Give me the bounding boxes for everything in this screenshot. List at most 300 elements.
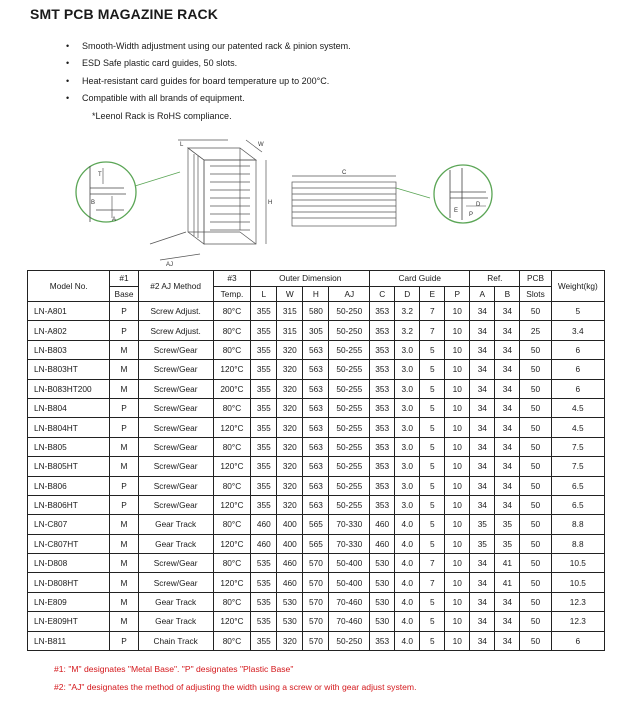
table-row [28,554,605,573]
table-cell: 460 [277,573,303,592]
table-cell: 70-460 [329,592,370,611]
label-l: L [180,142,184,148]
table-cell: 3.0 [395,437,420,456]
table-cell: 34 [495,612,520,631]
table-cell: 6 [551,379,604,398]
table-cell: 7.5 [551,457,604,476]
table-cell: 353 [370,457,395,476]
table-cell: 3.0 [395,340,420,359]
table-cell: 353 [370,321,395,340]
model-cell: LN-A802 [28,321,110,340]
table-cell: 34 [470,457,495,476]
table-cell: Chain Track [138,631,213,650]
table-cell: 50-255 [329,457,370,476]
table-cell: Screw/Gear [138,360,213,379]
table-cell: 355 [251,321,277,340]
rack-isometric-diagram [150,140,272,268]
label-d: D [476,202,481,208]
table-cell: 10 [445,379,470,398]
table-cell: 6.5 [551,476,604,495]
table-cell: 10.5 [551,573,604,592]
table-cell: 460 [370,534,395,553]
table-cell: 320 [277,360,303,379]
table-cell: 50-250 [329,302,370,321]
table-cell: 460 [251,534,277,553]
table-cell: 50-250 [329,631,370,650]
table-cell: 7 [420,554,445,573]
table-cell: 6.5 [551,495,604,514]
table-cell: 120°C [213,360,251,379]
table-cell: 34 [470,612,495,631]
table-cell: 12.3 [551,612,604,631]
table-cell: M [110,554,138,573]
table-cell: 5 [551,302,604,321]
table-cell: 41 [495,573,520,592]
table-cell: 4.0 [395,592,420,611]
table-cell: Screw/Gear [138,437,213,456]
table-cell: 355 [251,340,277,359]
col-card-guide: Card Guide [370,271,470,287]
table-cell: 34 [470,398,495,417]
table-cell: 4.0 [395,573,420,592]
table-cell: 4.0 [395,554,420,573]
table-cell: M [110,612,138,631]
label-c: C [342,170,347,176]
table-cell: 5 [420,534,445,553]
table-cell: 5 [420,495,445,514]
table-row [28,495,605,514]
table-cell: 355 [251,457,277,476]
table-cell: 353 [370,379,395,398]
col-a: A [470,286,495,302]
col-model: Model No. [28,271,110,302]
table-cell: 50 [520,495,551,514]
table-cell: 7 [420,302,445,321]
table-cell: 34 [495,379,520,398]
col-c: C [370,286,395,302]
table-cell: Screw/Gear [138,457,213,476]
table-cell: 50 [520,437,551,456]
col-aj-method: #2 AJ Method [138,271,213,302]
table-cell: 3.2 [395,321,420,340]
table-cell: 50-255 [329,437,370,456]
table-cell: 4.0 [395,631,420,650]
table-cell: 10 [445,340,470,359]
table-cell: 12.3 [551,592,604,611]
col-weight: Weight(kg) [551,271,604,302]
table-cell: 50 [520,515,551,534]
table-cell: 50 [520,573,551,592]
table-cell: 3.2 [395,302,420,321]
table-cell: Screw/Gear [138,495,213,514]
table-cell: 10 [445,573,470,592]
col-p: P [445,286,470,302]
table-cell: 35 [470,515,495,534]
table-cell: 50 [520,554,551,573]
table-cell: 6 [551,340,604,359]
table-cell: 570 [303,592,329,611]
table-row [28,573,605,592]
table-row [28,515,605,534]
table-cell: 353 [370,418,395,437]
model-cell: LN-B804HT [28,418,110,437]
table-cell: 353 [370,340,395,359]
header-row [28,286,605,302]
model-cell: LN-B803 [28,340,110,359]
table-cell: 563 [303,476,329,495]
table-cell: 570 [303,573,329,592]
table-row [28,631,605,650]
table-cell: 50 [520,612,551,631]
table-cell: Gear Track [138,592,213,611]
table-cell: 565 [303,515,329,534]
table-cell: 50 [520,379,551,398]
table-cell: 50-255 [329,495,370,514]
table-cell: 535 [251,592,277,611]
table-cell: 530 [277,592,303,611]
table-cell: Screw/Gear [138,340,213,359]
table-cell: 34 [470,437,495,456]
table-cell: 10 [445,360,470,379]
table-cell: 353 [370,302,395,321]
table-row [28,360,605,379]
table-cell: 50-255 [329,476,370,495]
table-cell: 320 [277,418,303,437]
table-cell: 10 [445,437,470,456]
table-cell: 50-255 [329,379,370,398]
table-cell: 353 [370,495,395,514]
table-cell: 563 [303,457,329,476]
col-base: Base [110,286,138,302]
table-cell: 7 [420,321,445,340]
table-cell: 35 [495,515,520,534]
table-cell: 7.5 [551,437,604,456]
table-cell: 120°C [213,573,251,592]
model-cell: LN-B806HT [28,495,110,514]
table-cell: 320 [277,398,303,417]
table-cell: 3.0 [395,457,420,476]
table-cell: 34 [470,418,495,437]
table-cell: 50-255 [329,398,370,417]
table-cell: 50 [520,631,551,650]
table-cell: 10 [445,515,470,534]
table-cell: 50 [520,418,551,437]
table-cell: 530 [370,592,395,611]
table-cell: 563 [303,495,329,514]
table-cell: 10.5 [551,554,604,573]
table-cell: Screw/Gear [138,418,213,437]
table-cell: 5 [420,631,445,650]
table-cell: 530 [370,573,395,592]
table-cell: Screw/Gear [138,573,213,592]
table-cell: P [110,476,138,495]
table-cell: 50-400 [329,573,370,592]
table-cell: 355 [251,437,277,456]
model-cell: LN-C807HT [28,534,110,553]
table-cell: 50 [520,476,551,495]
table-cell: 35 [495,534,520,553]
feature-item: • Smooth-Width adjustment using our patented rack & pinion system. [66,40,351,57]
table-cell: 320 [277,379,303,398]
table-cell: 3.0 [395,495,420,514]
table-row [28,534,605,553]
table-cell: 34 [495,398,520,417]
col-slots: Slots [520,286,551,302]
label-a: A [112,217,117,223]
table-cell: Screw Adjust. [138,302,213,321]
col-temp-num: #3 [213,271,251,287]
table-cell: 4.5 [551,398,604,417]
feature-item: • Heat-resistant card guides for board temperature up to 200°C. [66,75,351,92]
page-title: SMT PCB MAGAZINE RACK [30,6,218,22]
table-cell: 355 [251,476,277,495]
table-cell: 34 [470,302,495,321]
table-cell: 34 [470,592,495,611]
table-cell: 5 [420,457,445,476]
table-cell: 50 [520,360,551,379]
col-pcb: PCB [520,271,551,287]
table-cell: 70-460 [329,612,370,631]
table-cell: 10 [445,457,470,476]
model-cell: LN-B805 [28,437,110,456]
model-cell: LN-E809 [28,592,110,611]
model-cell: LN-C807 [28,515,110,534]
table-cell: 8.8 [551,534,604,553]
model-cell: LN-B083HT200 [28,379,110,398]
table-row [28,302,605,321]
col-w: W [277,286,303,302]
col-e: E [420,286,445,302]
table-cell: 305 [303,321,329,340]
model-cell: LN-A801 [28,302,110,321]
table-cell: 320 [277,437,303,456]
table-cell: 34 [495,592,520,611]
model-cell: LN-B803HT [28,360,110,379]
table-cell: 460 [277,554,303,573]
table-cell: 34 [495,360,520,379]
table-cell: 10 [445,398,470,417]
table-cell: 530 [370,612,395,631]
col-ref: Ref. [470,271,520,287]
table-cell: M [110,534,138,553]
table-cell: 355 [251,418,277,437]
table-cell: 34 [495,321,520,340]
model-cell: LN-B804 [28,398,110,417]
table-cell: 320 [277,495,303,514]
model-cell: LN-E809HT [28,612,110,631]
table-cell: 563 [303,398,329,417]
table-cell: 3.0 [395,398,420,417]
table-cell: 34 [470,379,495,398]
spec-table [27,270,605,651]
table-cell: 353 [370,398,395,417]
label-h: H [268,200,273,206]
rack-diagrams [0,126,626,268]
table-cell: 34 [495,418,520,437]
label-p: P [469,212,474,218]
table-cell: 535 [251,612,277,631]
table-cell: 570 [303,612,329,631]
table-row [28,321,605,340]
table-cell: 353 [370,476,395,495]
table-cell: 50 [520,302,551,321]
table-cell: 563 [303,379,329,398]
label-t: T [98,172,102,178]
table-row [28,379,605,398]
table-cell: 10 [445,495,470,514]
table-cell: 7 [420,573,445,592]
table-cell: M [110,437,138,456]
table-cell: 5 [420,476,445,495]
table-row [28,398,605,417]
right-detail-diagram [434,165,492,223]
table-cell: 6 [551,360,604,379]
table-cell: M [110,379,138,398]
col-base-num: #1 [110,271,138,287]
table-row [28,592,605,611]
table-cell: 3.0 [395,418,420,437]
table-cell: 320 [277,631,303,650]
table-cell: 565 [303,534,329,553]
table-cell: Gear Track [138,612,213,631]
table-cell: 50 [520,592,551,611]
table-cell: 570 [303,631,329,650]
table-cell: 34 [470,554,495,573]
table-cell: 460 [370,515,395,534]
table-cell: 563 [303,437,329,456]
table-row [28,457,605,476]
model-cell: LN-D808 [28,554,110,573]
footnote-base: #1: "M" designates "Metal Base". "P" designates "Plastic Base" [54,664,294,674]
table-cell: 80°C [213,437,251,456]
table-cell: 563 [303,360,329,379]
table-cell: Screw/Gear [138,476,213,495]
table-cell: 80°C [213,515,251,534]
table-cell: 80°C [213,476,251,495]
table-cell: 120°C [213,418,251,437]
rohs-note: *Leenol Rack is RoHS compliance. [92,111,232,121]
table-cell: 34 [470,573,495,592]
table-cell: M [110,515,138,534]
table-cell: 355 [251,360,277,379]
table-cell: 80°C [213,631,251,650]
table-cell: 8.8 [551,515,604,534]
col-d: D [395,286,420,302]
table-cell: Screw/Gear [138,398,213,417]
table-cell: 315 [277,302,303,321]
left-detail-diagram [76,162,180,223]
table-cell: 50 [520,398,551,417]
table-cell: M [110,457,138,476]
table-cell: 50-255 [329,340,370,359]
table-cell: 5 [420,398,445,417]
table-cell: 6 [551,631,604,650]
table-cell: 4.0 [395,612,420,631]
col-outer-dimension: Outer Dimension [251,271,370,287]
table-cell: 120°C [213,457,251,476]
table-cell: 50 [520,457,551,476]
model-cell: LN-B805HT [28,457,110,476]
table-cell: 34 [470,476,495,495]
table-cell: 10 [445,302,470,321]
table-cell: 25 [520,321,551,340]
col-h: H [303,286,329,302]
table-cell: 50-400 [329,554,370,573]
feature-item: • Compatible with all brands of equipment. [66,92,351,109]
table-cell: 4.5 [551,418,604,437]
table-cell: 34 [470,360,495,379]
table-cell: 34 [495,437,520,456]
table-cell: 5 [420,418,445,437]
table-cell: M [110,592,138,611]
table-cell: 353 [370,360,395,379]
table-cell: 10 [445,476,470,495]
table-cell: 3.0 [395,379,420,398]
table-header [28,271,605,302]
table-cell: P [110,321,138,340]
table-cell: M [110,573,138,592]
table-cell: 563 [303,418,329,437]
table-cell: P [110,631,138,650]
table-cell: 353 [370,437,395,456]
table-cell: 200°C [213,379,251,398]
rack-side-diagram [292,170,430,226]
table-cell: P [110,398,138,417]
table-row [28,340,605,359]
table-cell: 3.4 [551,321,604,340]
table-cell: 50-250 [329,321,370,340]
model-cell: LN-D808HT [28,573,110,592]
table-cell: 315 [277,321,303,340]
table-cell: 10 [445,592,470,611]
table-cell: P [110,495,138,514]
table-cell: 580 [303,302,329,321]
table-cell: Gear Track [138,515,213,534]
table-cell: 355 [251,302,277,321]
table-cell: 355 [251,379,277,398]
table-cell: 530 [277,612,303,631]
table-cell: 34 [495,476,520,495]
table-cell: 355 [251,631,277,650]
col-b: B [495,286,520,302]
table-cell: Screw/Gear [138,379,213,398]
table-cell: Screw Adjust. [138,321,213,340]
table-cell: Gear Track [138,534,213,553]
feature-list [66,40,351,110]
table-cell: 320 [277,340,303,359]
table-cell: 120°C [213,495,251,514]
table-row [28,418,605,437]
table-cell: 80°C [213,592,251,611]
feature-item: • ESD Safe plastic card guides, 50 slots. [66,57,351,74]
table-cell: 4.0 [395,515,420,534]
footnote-aj-method: #2: "AJ" designates the method of adjusting the width using a screw or with gear adjust system. [54,682,417,692]
table-cell: 34 [470,321,495,340]
model-cell: LN-B806 [28,476,110,495]
table-cell: 50-255 [329,418,370,437]
table-cell: 4.0 [395,534,420,553]
table-cell: 50 [520,340,551,359]
table-cell: 570 [303,554,329,573]
table-row [28,612,605,631]
table-cell: 5 [420,592,445,611]
table-cell: 80°C [213,302,251,321]
table-cell: 535 [251,554,277,573]
table-cell: 10 [445,534,470,553]
table-cell: 34 [470,340,495,359]
table-cell: 3.0 [395,476,420,495]
table-cell: M [110,360,138,379]
